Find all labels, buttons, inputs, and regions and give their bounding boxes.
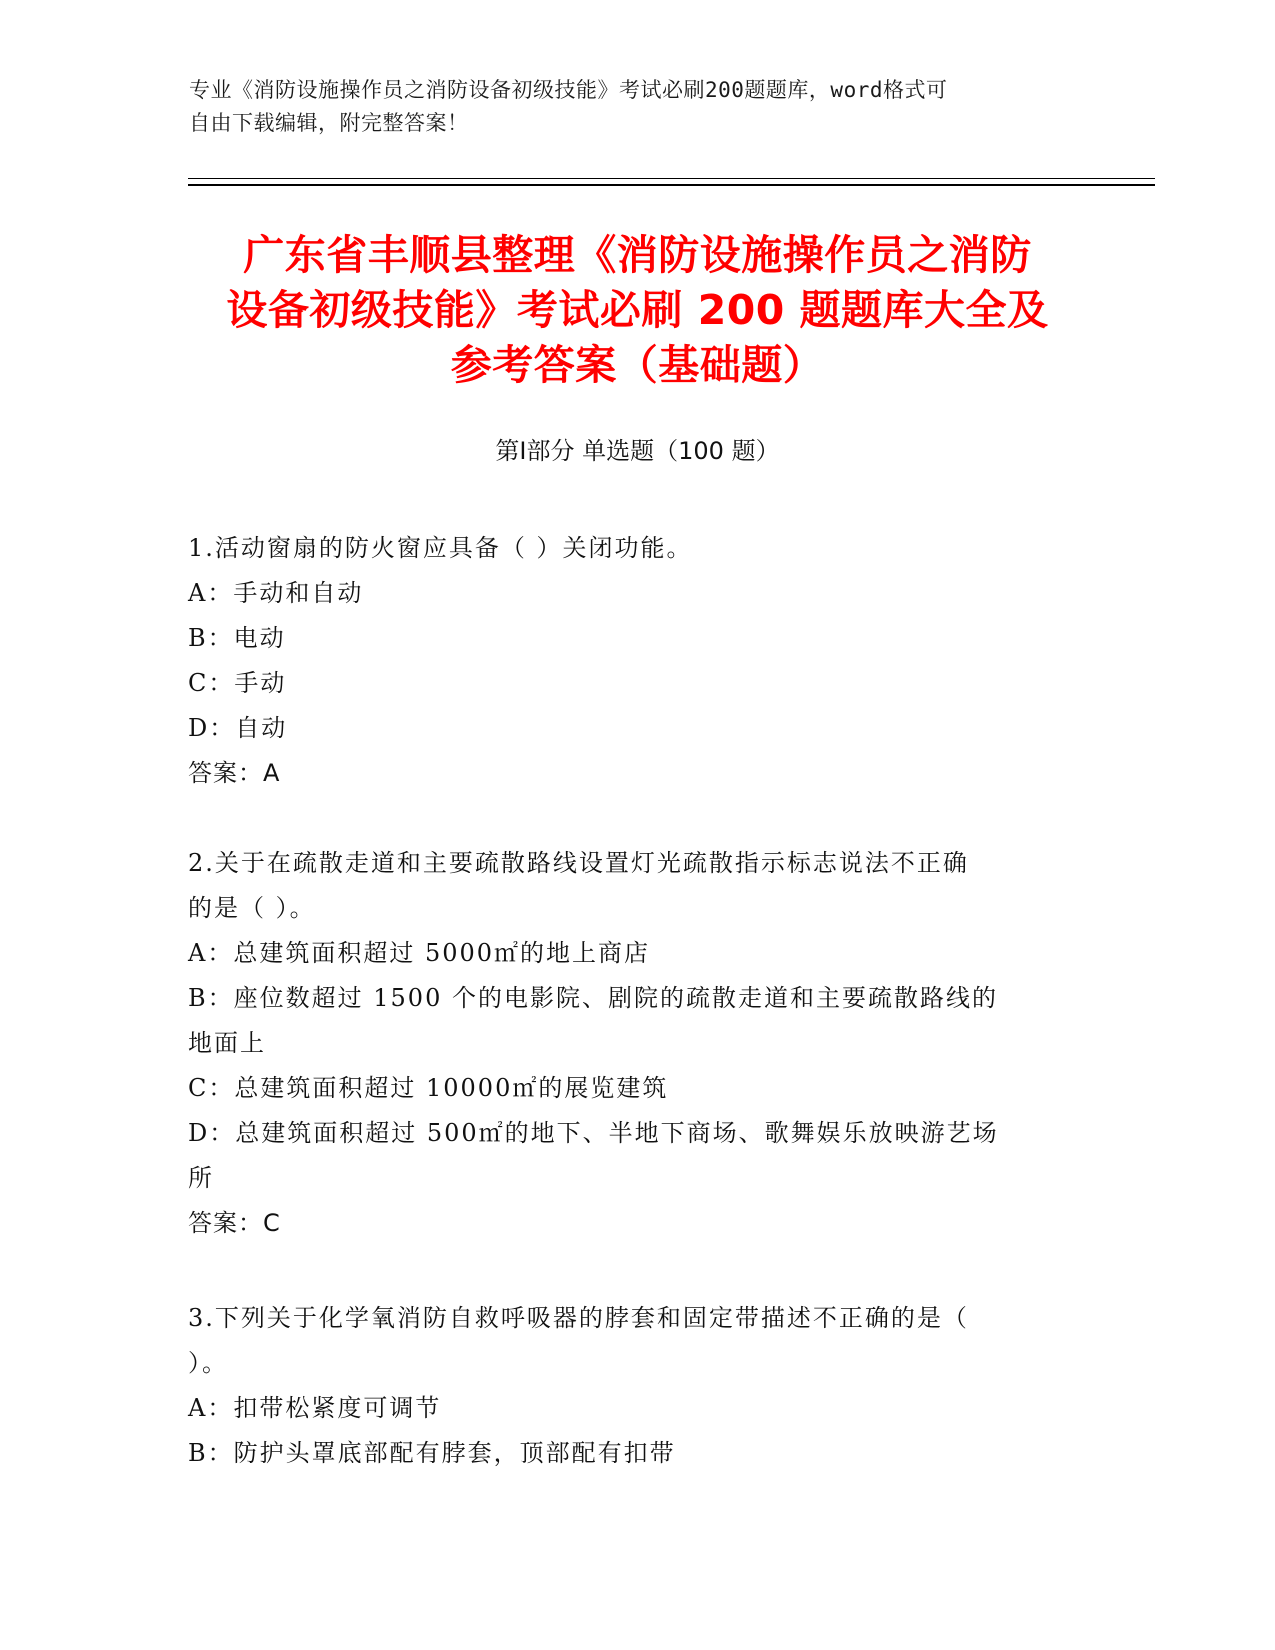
option-a: A：扣带松紧度可调节 — [188, 1394, 442, 1422]
option-d: D：总建筑面积超过 500㎡的地下、半地下商场、歌舞娱乐放映游艺场 — [188, 1119, 999, 1147]
option-d-continued: 所 — [188, 1164, 214, 1192]
title-line: 参考答案（基础题） — [450, 341, 825, 389]
option-a: A：总建筑面积超过 5000㎡的地上商店 — [188, 939, 651, 967]
title-line: 设备初级技能》考试必刷 200 题题库大全及 — [226, 286, 1049, 334]
option-c: C：手动 — [188, 669, 287, 697]
header-divider-thick — [188, 184, 1155, 186]
header-note — [189, 74, 1069, 140]
answer: 答案：A — [188, 759, 281, 787]
answer: 答案：C — [188, 1209, 281, 1237]
question-stem: 2.关于在疏散走道和主要疏散路线设置灯光疏散指示标志说法不正确 — [188, 849, 969, 877]
header-note-line: 专业《消防设施操作员之消防设备初级技能》考试必刷200题题库，word格式可 — [189, 78, 948, 102]
section-title: 第Ⅰ部分 单选题（100 题） — [495, 437, 780, 465]
title-line: 广东省丰顺县整理《消防设施操作员之消防 — [243, 231, 1032, 279]
question-2 — [188, 841, 1068, 1246]
question-stem: ）。 — [188, 1349, 228, 1377]
option-b: B：防护头罩底部配有脖套，顶部配有扣带 — [188, 1439, 676, 1467]
question-stem: 1.活动窗扇的防火窗应具备（ ）关闭功能。 — [188, 534, 693, 562]
option-b-continued: 地面上 — [188, 1029, 266, 1057]
option-d: D：自动 — [188, 714, 288, 742]
option-a: A：手动和自动 — [188, 579, 364, 607]
question-stem: 的是（ ）。 — [188, 894, 316, 922]
question-stem: 3.下列关于化学氧消防自救呼吸器的脖套和固定带描述不正确的是（ — [188, 1304, 969, 1332]
header-note-line: 自由下载编辑，附完整答案！ — [189, 111, 469, 135]
question-1 — [188, 526, 1068, 796]
header-divider-thin — [188, 178, 1155, 179]
option-b: B：电动 — [188, 624, 286, 652]
document-title — [150, 228, 1125, 393]
question-3 — [188, 1296, 1068, 1476]
option-c: C：总建筑面积超过 10000㎡的展览建筑 — [188, 1074, 669, 1102]
option-b: B：座位数超过 1500 个的电影院、剧院的疏散走道和主要疏散路线的 — [188, 984, 998, 1012]
